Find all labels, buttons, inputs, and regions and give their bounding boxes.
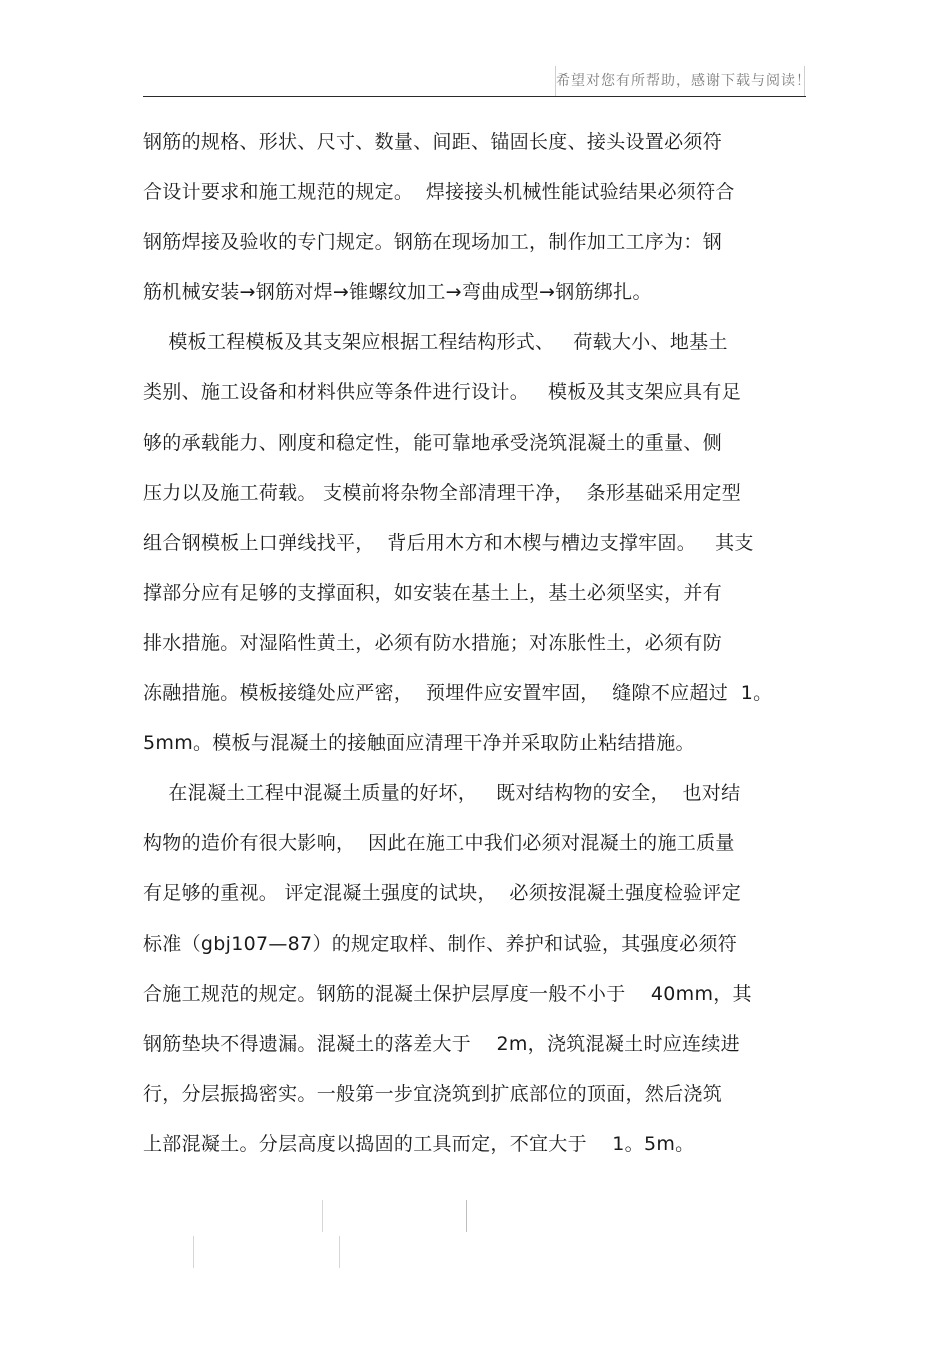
- text-line: 够的承载能力、刚度和稳定性，能可靠地承受浇筑混凝土的重量、侧: [143, 431, 723, 454]
- text-line: 标准（gbj107—87）的规定取样、制作、养护和试验，其强度必须符: [143, 932, 738, 955]
- text-line: 压力以及施工荷载。 支模前将杂物全部清理干净， 条形基础采用定型: [143, 481, 742, 504]
- text-line: 合设计要求和施工规范的规定。 焊接接头机械性能试验结果必须符合: [143, 181, 735, 204]
- text-line: 钢筋焊接及验收的专门规定。钢筋在现场加工，制作加工工序为：钢: [143, 231, 723, 254]
- text-line: 排水措施。对湿陷性黄土，必须有防水措施；对冻胀性土，必须有防: [143, 631, 723, 654]
- text-line: 行，分层振捣密实。一般第一步宜浇筑到扩底部位的顶面，然后浇筑: [143, 1082, 723, 1105]
- text-line: 筋机械安装→钢筋对焊→锥螺纹加工→弯曲成型→钢筋绑扎。: [143, 281, 652, 304]
- text-line: 构物的造价有很大影响， 因此在施工中我们必须对混凝土的施工质量: [143, 832, 735, 855]
- border-mark: [193, 1236, 194, 1268]
- border-mark: [339, 1236, 340, 1268]
- border-mark: [322, 1200, 323, 1232]
- text-line: 类别、施工设备和材料供应等条件进行设计。 模板及其支架应具有足: [143, 381, 742, 404]
- text-line: 模板工程模板及其支架应根据工程结构形式、 荷载大小、地基土: [143, 331, 728, 354]
- header-divider: [143, 96, 806, 97]
- text-line: 上部混凝土。分层高度以捣固的工具而定，不宜大于 1。5m。: [143, 1132, 695, 1155]
- text-line: 钢筋垫块不得遗漏。混凝土的落差大于 2m，浇筑混凝土时应连续进: [143, 1032, 740, 1055]
- text-line: 冻融措施。模板接缝处应严密， 预埋件应安置牢固， 缝隙不应超过 1。: [143, 682, 773, 705]
- header-note: 希望对您有所帮助，感谢下载与阅读！: [555, 66, 805, 96]
- text-line: 钢筋的规格、形状、尺寸、数量、间距、锚固长度、接头设置必须符: [143, 131, 723, 153]
- text-line: 合施工规范的规定。钢筋的混凝土保护层厚度一般不小于 40mm，其: [143, 982, 752, 1005]
- text-line: 撑部分应有足够的支撑面积，如安装在基土上，基土必须坚实，并有: [143, 581, 723, 604]
- text-line: 组合钢模板上口弹线找平， 背后用木方和木楔与槽边支撑牢固。 其支: [143, 531, 754, 554]
- text-line: 有足够的重视。 评定混凝土强度的试块， 必须按混凝土强度检验评定: [143, 882, 742, 905]
- text-line: 5mm。模板与混凝土的接触面应清理干净并采取防止粘结措施。: [143, 732, 695, 755]
- document-body: [143, 122, 805, 1174]
- border-mark: [466, 1200, 467, 1232]
- text-line: 在混凝土工程中混凝土质量的好坏， 既对结构物的安全， 也对结: [143, 782, 741, 805]
